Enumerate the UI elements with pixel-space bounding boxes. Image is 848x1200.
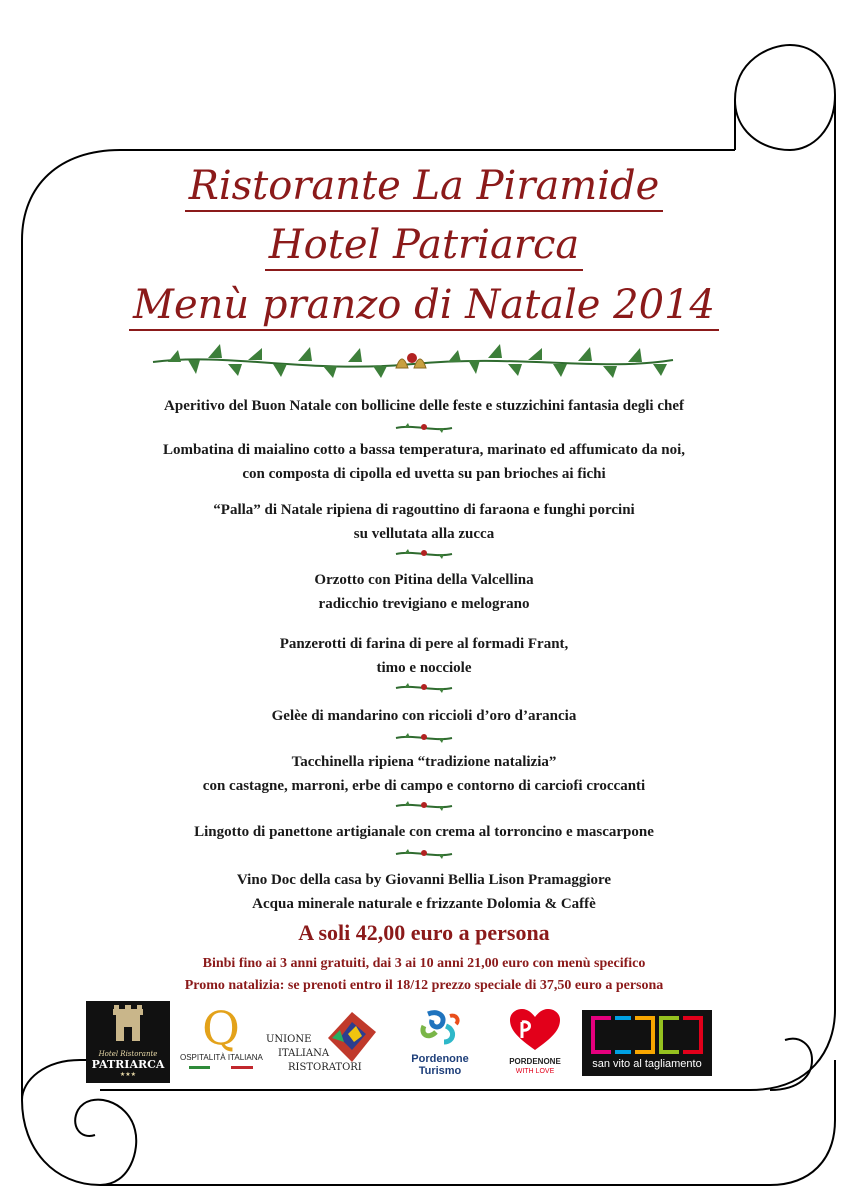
garland-separator-icon xyxy=(394,846,454,862)
christmas-garland-icon xyxy=(148,334,678,392)
price: A soli 42,00 euro a persona xyxy=(298,920,550,945)
san-vito-brackets-icon xyxy=(582,1010,712,1054)
children-note: Binbi fino ai 3 anni gratuiti, dai 3 ai 10 anni 21,00 euro con menù specifico xyxy=(202,956,646,971)
restaurant-title: Ristorante La Piramide xyxy=(0,163,848,209)
hotel-title: Hotel Patriarca xyxy=(0,222,848,268)
san-vito-al-tagliamento-logo: san vito al tagliamento xyxy=(582,1010,712,1076)
garland-separator-icon xyxy=(394,798,454,814)
pordenone-with-love-logo: PORDENONE WITH LOVE xyxy=(500,1008,570,1078)
menu-item: Aperitivo del Buon Natale con bollicine delle feste e stuzzichini fantasia degli chef xyxy=(164,398,684,414)
menu-item: Orzotto con Pitina della Valcellina radicchio trevigiano e melograno xyxy=(314,572,534,612)
garland-separator-icon xyxy=(394,420,454,436)
unione-italiana-ristoratori-logo: UNIONE ITALIANA RISTORATORI xyxy=(266,1008,384,1078)
menu-item: Panzerotti di farina di pere al formadi Frant, timo e nocciole xyxy=(279,636,569,676)
menu-item: Tacchinella ripiena “tradizione natalizia” con castagne, marroni, erbe di campo e contorno di carciofi croccanti xyxy=(202,754,646,794)
heart-icon xyxy=(508,1008,562,1052)
menu-item: Vino Doc della casa by Giovanni Bellia Lison Pramaggiore Acqua minerale naturale e frizzante Dolomia & Caffè xyxy=(236,872,612,912)
menu-title: Menù pranzo di Natale 2014 xyxy=(0,282,848,328)
menu-item: Gelèe di mandarino con riccioli d’oro d’arancia xyxy=(271,708,577,724)
garland-separator-icon xyxy=(394,546,454,562)
menu-item: “Palla” di Natale ripiena di ragouttino di faraona e funghi porcini su vellutata alla zucca xyxy=(213,502,635,542)
tower-icon xyxy=(86,1001,170,1045)
pordenone-turismo-logo: Pordenone Turismo xyxy=(394,1008,486,1078)
promo-note: Promo natalizia: se prenoti entro il 18/12 prezzo speciale di 37,50 euro a persona xyxy=(184,978,664,993)
garland-separator-icon xyxy=(394,730,454,746)
pordenone-turismo-icon xyxy=(410,1008,470,1048)
garland-separator-icon xyxy=(394,680,454,696)
menu-item: Lingotto di panettone artigianale con crema al torroncino e mascarpone xyxy=(194,824,654,840)
menu-item: Lombatina di maialino cotto a bassa temperatura, marinato ed affumicato da noi, con composta di cipolla ed uvetta su pan brioches ai fichi xyxy=(162,442,686,482)
patriarca-logo: Hotel Ristorante PATRIARCA ★★★ xyxy=(86,1001,170,1083)
ospitalita-italiana-logo: Q OSPITALITÀ ITALIANA xyxy=(180,1003,262,1079)
